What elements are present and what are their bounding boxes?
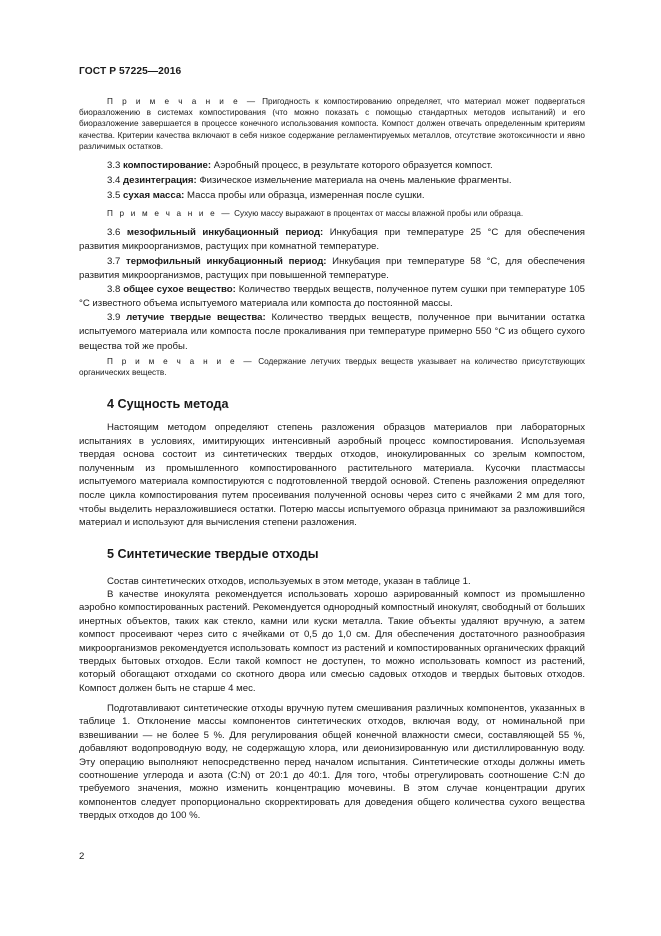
- definition-3-6: [79, 226, 585, 255]
- section-5-paragraph-1: Состав синтетических отходов, используемых в этом методе, указан в таблице 1.: [107, 576, 471, 587]
- definition-number: 3.8: [107, 284, 121, 295]
- definition-number: 3.9: [107, 312, 121, 323]
- definition-number: 3.7: [107, 256, 121, 267]
- definition-term: дезинтеграция:: [123, 175, 197, 186]
- note-compostability: [79, 96, 585, 152]
- definition-3-9: [79, 311, 585, 354]
- definition-3-5: [79, 188, 585, 203]
- definition-3-3: [79, 158, 585, 173]
- definition-text: Инкубация при температуре 25 °С для обеспечения развития микроорганизмов, растущих при комнатной температуре.: [79, 227, 585, 253]
- definition-term: общее сухое вещество:: [123, 284, 236, 295]
- document-header: ГОСТ Р 57225—2016: [79, 66, 182, 77]
- section-4-paragraph: Настоящим методом определяют степень разложения образцов материалов при лабораторных испытаниях в условиях, имитирующих интенсивный аэробный процесс компостирования. Используемая твердая основа состоит из синтетических твердых отходов, инокулированных со зрелым компостом, полученным из промышленного компостированного растительного материала. Кусочки пластмассы испытуемого материала компостируются с подготовленной твердой основой. Степень разложения определяют после цикла компостирования путем просеивания полученной основы через сито с ячейками 2 мм для того, чтобы выделить неразложившиеся остатки. Потерю массы испытуемого образца принимают за разложившийся материал и используют для вычисления степени разложения.: [79, 422, 585, 529]
- page-number: 2: [79, 851, 85, 862]
- definition-term: термофильный инкубационный период:: [126, 256, 327, 267]
- definition-number: 3.5: [107, 190, 121, 201]
- definition-3-4: [79, 173, 585, 188]
- definition-number: 3.6: [107, 227, 121, 238]
- definition-text: Масса пробы или образца, измеренная после сушки.: [184, 190, 425, 201]
- note-text: Сухую массу выражают в процентах от массы влажной пробы или образца.: [231, 209, 524, 218]
- definition-number: 3.4: [107, 175, 121, 186]
- definition-text: Физическое измельчение материала на очень маленькие фрагменты.: [196, 175, 512, 186]
- note-label: П р и м е ч а н и е —: [107, 97, 258, 106]
- note-dry-mass: [79, 208, 585, 219]
- definition-term: компостирование:: [123, 160, 212, 171]
- definition-text: Количество твердых веществ, полученное при вычитании остатка испытуемого материала или компоста после прокаливания при температуре примерно 550 °С из общего сухого вещества той же пробы.: [79, 312, 586, 352]
- note-text: Содержание летучих твердых веществ указывает на количество присутствующих органических веществ.: [79, 357, 585, 378]
- definition-term: сухая масса:: [123, 190, 185, 201]
- note-volatile-solids: [79, 356, 585, 378]
- section-5-paragraph-2: В качестве инокулята рекомендуется использовать хорошо аэрированный компост из промышленно аэробно компостированных растений. Рекомендуется однородный компостный инокулят, свободный от больших инертных объектов, таких как стекло, камни или куски металла. Такие объекты удаляют вручную, а затем компост просеивают через сито с ячейками от 0,5 до 1,0 см. Для обеспечения достаточного разнообразия микроорганизмов рекомендуется использовать компост из растений и компостированных органических фракций твердых бытовых отходов. Если такой компост не доступен, то можно использовать компост из растений, который обогащают отходами со скотного двора или смесью садовых отходов и твердых бытовых отходов. Компост должен быть не старше 4 мес.: [79, 589, 585, 694]
- definition-text: Аэробный процесс, в результате которого образуется компост.: [211, 160, 493, 171]
- definition-text: Инкубация при температуре 58 °С, для обеспечения развития микроорганизмов, растущих при повышенной температуре.: [79, 256, 586, 282]
- section-5-paragraph-3: Подготавливают синтетические отходы вручную путем смешивания различных компонентов, указанных в таблице 1. Отклонение массы компонентов синтетических отходов, включая воду, от номинальной при взвешивании — не более 5 %. Для регулирования общей конечной влажности смеси, составляющей 55 %, добавляют водопроводную воду, не содержащую хлора, или деионизированную или дистиллированную воду. Эту операцию выполняют непосредственно перед началом испытания. Синтетические отходы должны иметь соотношение углерода и азота (C:N) от 20:1 до 40:1. Для того, чтобы отрегулировать соотношение C:N до требуемого значения, можно изменить концентрацию мочевины. В этом случае концентрации других компонентов следует пропорционально скорректировать для доведения общего количества сухого вещества твердых отходов до 100 %.: [79, 703, 585, 822]
- section-4-heading: 4 Сущность метода: [107, 397, 229, 411]
- note-text: Пригодность к компостированию определяет, что материал может подвергаться биоразложению в системах компостирования (что можно показать с помощью стандартных методов испытаний) и его биоразложение завершается в процессе конечного использования компоста. Компост должен отвечать определенным критериям качества. Критерии качества включают в себя низкое содержание регламентируемых металлов, отсутствие экотоксичности и явно различимых остатков.: [79, 97, 585, 151]
- section-5-heading: 5 Синтетические твердые отходы: [107, 547, 319, 561]
- definition-3-8: [79, 283, 585, 312]
- definition-term: летучие твердые вещества:: [126, 312, 266, 323]
- definition-text: Количество твердых веществ, полученное путем сушки при температуре 105 °С известного объема испытуемого материала или компоста до постоянной массы.: [79, 284, 585, 310]
- note-label: П р и м е ч а н и е —: [107, 357, 254, 366]
- note-label: П р и м е ч а н и е —: [107, 209, 232, 218]
- definition-term: мезофильный инкубационный период:: [126, 227, 324, 238]
- definition-number: 3.3: [107, 160, 121, 171]
- definition-3-7: [79, 255, 585, 284]
